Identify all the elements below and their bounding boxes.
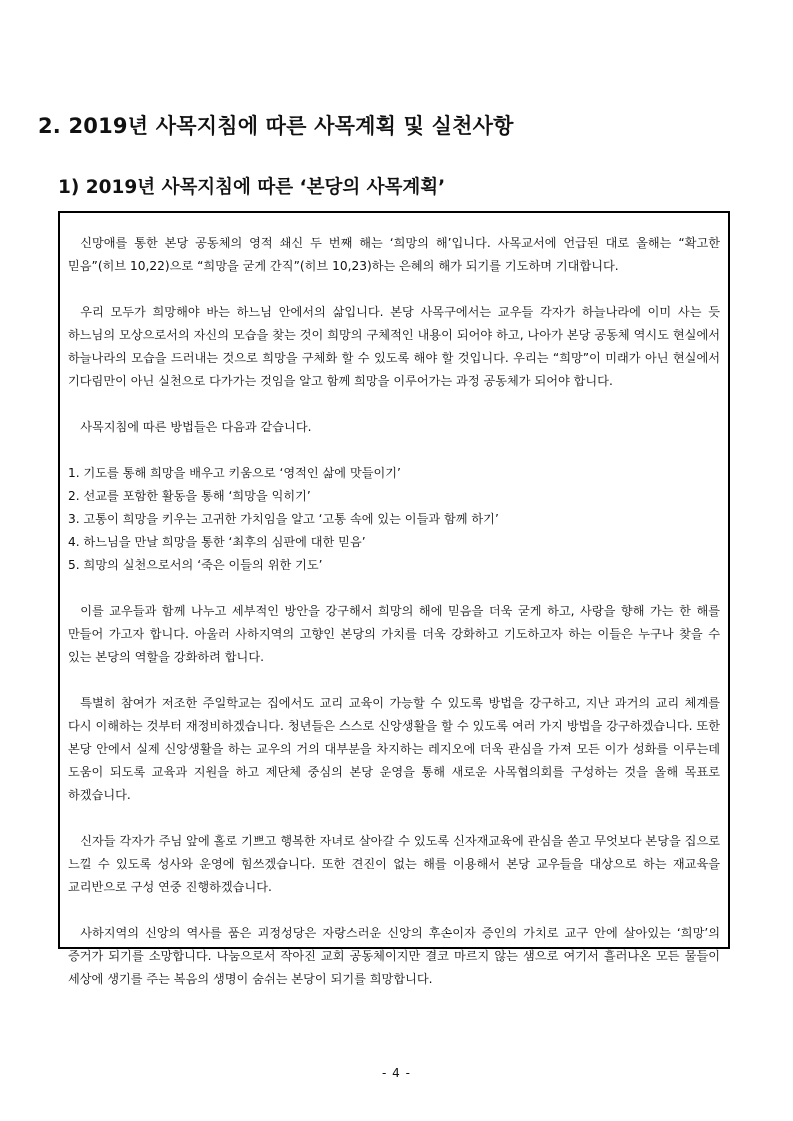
methods-list xyxy=(68,462,720,577)
pastoral-plan-content xyxy=(68,232,720,1014)
method-item: 5. 희망의 실천으로서의 ‘죽은 이들의 위한 기도’ xyxy=(68,558,323,572)
page-number: - 4 - xyxy=(382,1066,411,1080)
pastoral-plan-box xyxy=(58,211,730,986)
paragraph-year-of-hope: 신망애를 통한 본당 공동체의 영적 쇄신 두 번째 해는 ‘희망의 해’입니다. 사목교서에 언급된 대로 올해는 “확고한 믿음”(히브 10,22)으로 “희망을 굳게 간직”(히브 10,23)하는 은혜의 해가 되기를 기도하며 기대합니다. xyxy=(68,236,720,273)
method-item: 3. 고통이 희망을 키우는 고귀한 가치임을 알고 ‘고통 속에 있는 이들과 함께 하기’ xyxy=(68,512,499,526)
method-item: 4. 하느님을 만날 희망을 통한 ‘최후의 심판에 대한 믿음’ xyxy=(68,535,366,549)
paragraph-share-with-parishioners: 이를 교우들과 함께 나누고 세부적인 방안을 강구해서 희망의 해에 믿음을 더욱 굳게 하고, 사랑을 향해 가는 한 해를 만들어 가고자 합니다. 아울러 사하지역의 고향인 본당의 가치를 더욱 강화하고 기도하고자 하는 이들은 누구나 찾을 수 있는 본당의 역할을 강화하려 합니다. xyxy=(68,604,720,664)
method-item: 1. 기도를 통해 희망을 배우고 키움으로 ‘영적인 삶에 맛들이기’ xyxy=(68,466,401,480)
method-item: 2. 선교를 포함한 활동을 통해 ‘희망을 익히기’ xyxy=(68,489,311,503)
paragraph-re-education: 신자들 각자가 주님 앞에 홀로 기쁘고 행복한 자녀로 살아갈 수 있도록 신자재교육에 관심을 쏟고 무엇보다 본당을 집으로 느낄 수 있도록 성사와 운영에 힘쓰겠습니다. 또한 견진이 없는 해를 이용해서 본당 교우들을 대상으로 하는 재교육을 교리반으로 구성 연중 진행하겠습니다. xyxy=(68,834,720,894)
methods-intro: 사목지침에 따른 방법들은 다음과 같습니다. xyxy=(80,420,312,434)
paragraph-sunday-school-youth: 특별히 참여가 저조한 주일학교는 집에서도 교리 교육이 가능할 수 있도록 방법을 강구하고, 지난 과거의 교리 체계를 다시 이해하는 것부터 재정비하겠습니다. 청년들은 스스로 신앙생활을 할 수 있도록 여러 가지 방법을 강구하겠습니다. 또한 본당 안에서 실제 신앙생활을 하는 교우의 거의 대부분을 차지하는 레지오에 더욱 관심을 가져 모든 이가 성화를 이루는데 도움이 되도록 교육과 지원을 하고 제단체 중심의 본당 운영을 통해 새로운 사목협의회를 구성하는 것을 올해 목표로 하겠습니다. xyxy=(68,696,720,802)
paragraph-closing-hope: 사하지역의 신앙의 역사를 품은 괴정성당은 자랑스러운 신앙의 후손이자 증인의 가치로 교구 안에 살아있는 ‘희망’의 증거가 되기를 소망합니다. 나눔으로서 작아진 교회 공동체이지만 결코 마르지 않는 샘으로 여기서 흘러나온 모든 물들이 세상에 생기를 주는 복음의 생명이 숨쉬는 본당이 되기를 희망합니다. xyxy=(68,926,720,986)
paragraph-what-to-hope: 우리 모두가 희망해야 바는 하느님 안에서의 삶입니다. 본당 사목구에서는 교우들 각자가 하늘나라에 이미 사는 듯 하느님의 모상으로서의 자신의 모습을 찾는 것이 희망의 구체적인 내용이 되어야 하고, 나아가 본당 공동체 역시도 현실에서 하늘나라의 모습을 드러내는 것으로 희망을 구체화 할 수 있도록 해야 할 것입니다. 우리는 “희망”이 미래가 아닌 현실에서 기다림만이 아닌 실천으로 다가가는 것임을 알고 함께 희망을 이루어가는 과정 공동체가 되어야 합니다. xyxy=(68,305,720,388)
section-heading: 2. 2019년 사목지침에 따른 사목계획 및 실천사항 xyxy=(38,114,514,138)
sub-heading: 1) 2019년 사목지침에 따른 ‘본당의 사목계획’ xyxy=(58,177,446,198)
